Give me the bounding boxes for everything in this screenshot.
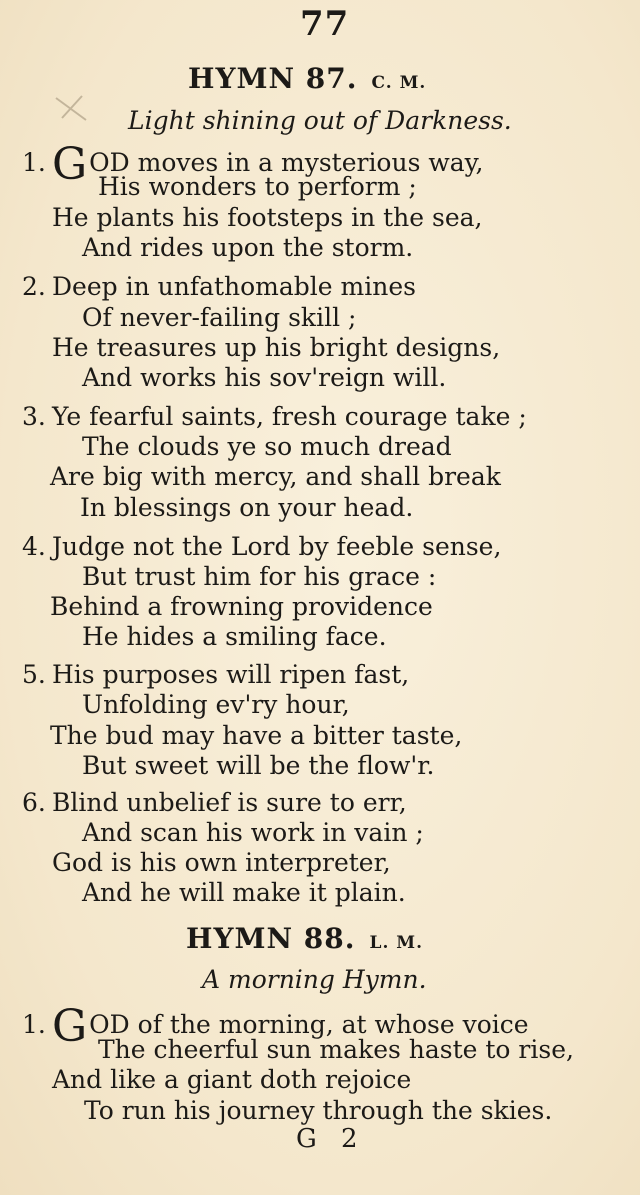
stanza-4-line-3: Behind a frowning providence: [50, 592, 433, 621]
stanza-number: 6.: [22, 788, 46, 817]
stanza-4-line-1: [22, 532, 501, 562]
stanza-3-line-1: [22, 402, 527, 432]
stanza-number: 3.: [22, 402, 46, 431]
verse-line: His purposes will ripen fast,: [52, 660, 410, 689]
stanza-number: 5.: [22, 660, 46, 689]
hymn-88-subtitle: A morning Hymn.: [202, 965, 427, 994]
stanza-3-line-2: The clouds ye so much dread: [82, 432, 452, 461]
stanza-6-line-4: And he will make it plain.: [82, 878, 406, 907]
drop-cap: G: [52, 1001, 88, 1052]
hymn-87-heading: [188, 62, 426, 95]
stanza-number: 2.: [22, 272, 46, 301]
stanza-5-line-3: The bud may have a bitter taste,: [50, 721, 463, 750]
stanza-number: 1.: [22, 1010, 46, 1039]
stanza-6-line-3: God is his own interpreter,: [52, 848, 391, 877]
pencil-mark-icon: [52, 94, 92, 124]
hymn-87-subtitle: Light shining out of Darkness.: [128, 106, 512, 135]
hymn-88-title: HYMN 88.: [186, 922, 356, 955]
verse-line: Deep in unfathomable mines: [52, 272, 416, 301]
stanza-4-line-2: But trust him for his grace :: [82, 562, 437, 591]
stanza-5-line-1: [22, 660, 409, 690]
stanza-2-line-2: Of never-failing skill ;: [82, 303, 357, 332]
stanza-4-line-4: He hides a smiling face.: [82, 622, 387, 651]
hymn-88-meter: L. M.: [369, 933, 424, 953]
stanza-2-line-4: And works his sov'reign will.: [82, 363, 447, 392]
stanza-5-line-4: But sweet will be the flow'r.: [82, 751, 435, 780]
verse-line: Blind unbelief is sure to err,: [52, 788, 407, 817]
drop-cap: G: [52, 139, 88, 190]
hymn-87-title: HYMN 87.: [188, 62, 358, 95]
hymn-88-stanza-1-line-4: To run his journey through the skies.: [84, 1096, 553, 1125]
hymn-88-stanza-1-line-3: And like a giant doth rejoice: [52, 1065, 412, 1094]
stanza-2-line-3: He treasures up his bright designs,: [52, 333, 501, 362]
verse-line: OD moves in a mysterious way,: [89, 148, 484, 177]
page-number: 77: [300, 4, 350, 44]
stanza-number: 4.: [22, 532, 46, 561]
stanza-2-line-1: [22, 272, 416, 302]
stanza-number: 1.: [22, 148, 46, 177]
hymn-88-heading: [186, 922, 423, 955]
verse-line: Judge not the Lord by feeble sense,: [52, 532, 502, 561]
stanza-1-line-4: And rides upon the storm.: [82, 233, 414, 262]
stanza-5-line-2: Unfolding ev'ry hour,: [82, 690, 350, 719]
stanza-6-line-2: And scan his work in vain ;: [82, 818, 424, 847]
stanza-1-line-3: He plants his footsteps in the sea,: [52, 203, 483, 232]
verse-line: Ye fearful saints, fresh courage take ;: [52, 402, 527, 431]
stanza-6-line-1: [22, 788, 407, 818]
signature-mark: G 2: [296, 1124, 366, 1154]
stanza-1-line-2: His wonders to perform ;: [98, 172, 417, 201]
hymn-87-meter: C. M.: [371, 73, 427, 93]
verse-line: OD of the morning, at whose voice: [89, 1010, 529, 1039]
hymn-88-stanza-1-line-2: The cheerful sun makes haste to rise,: [98, 1035, 574, 1064]
stanza-3-line-3: Are big with mercy, and shall break: [50, 462, 501, 491]
stanza-3-line-4: In blessings on your head.: [80, 493, 414, 522]
